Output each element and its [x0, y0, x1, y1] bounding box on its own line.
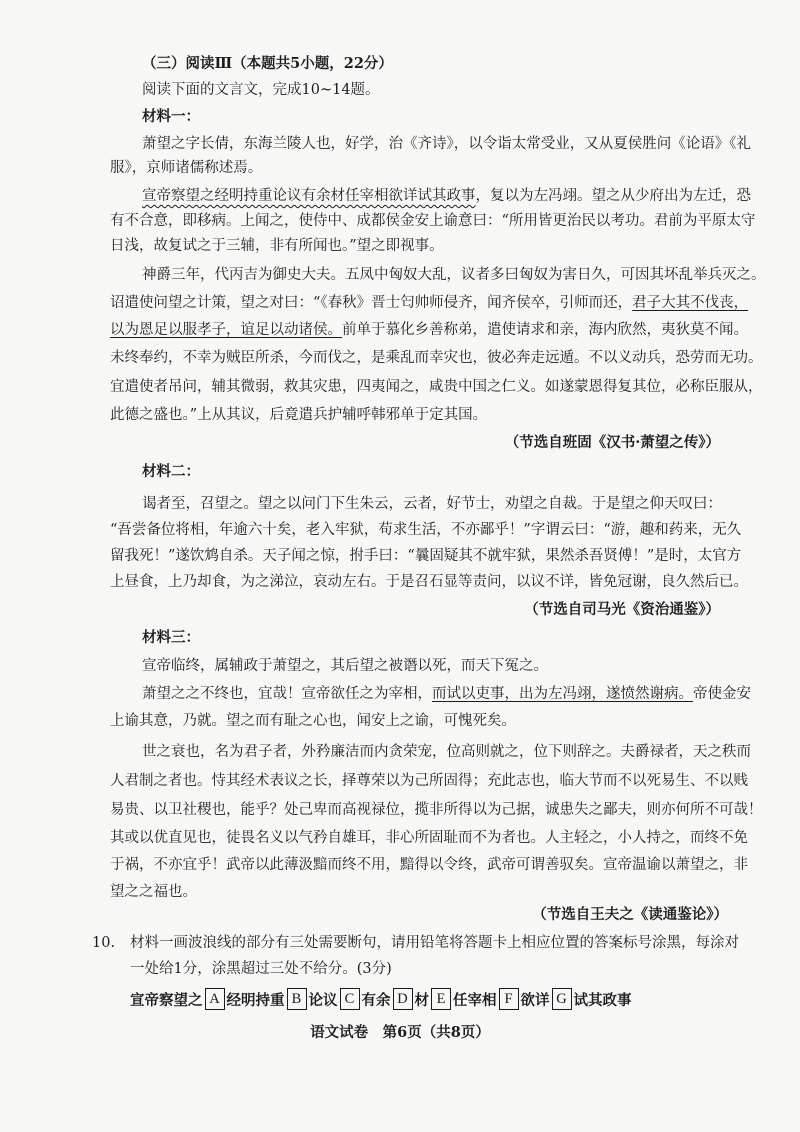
sentence-segment: 经明持重 — [226, 991, 285, 1009]
answer-option-C[interactable]: C — [340, 988, 360, 1010]
m1-text: 前单于慕化乡善称弟，遣使请求和亲，海内欣然，夷狄莫不闻。 — [342, 322, 748, 338]
m3-line — [142, 684, 751, 704]
answer-option-A[interactable]: A — [205, 988, 225, 1010]
m1-line — [110, 293, 748, 313]
m3-line: 其或以优直见也，徒畏名义以气矜自雄耳，非心所固耻而不为者也。人主轻之，小人持之，而终不免 — [110, 830, 748, 846]
material-3-label: 材料三： — [142, 629, 200, 646]
m1-line: 此德之盛也。”上从其议，后竟遣兵护辅呼韩邪单于定其国。 — [110, 407, 488, 423]
m2-line: “吾尝备位将相，年逾六十矣，老入牢狱，苟求生活，不亦鄙乎！”字谓云曰：“游，趣和药来，无久 — [110, 522, 742, 538]
answer-option-F[interactable]: F — [499, 988, 519, 1010]
question-10-text: 材料一画波浪线的部分有三处需要断句，请用铅笔将答题卡上相应位置的答案标号涂黑，每涂对 — [130, 935, 739, 951]
sentence-segment: 任宰相 — [453, 991, 497, 1009]
m1-line — [110, 320, 748, 340]
answer-option-G[interactable]: G — [552, 988, 572, 1010]
m1-line: 有不合意，即移病。上闻之，使侍中、成都侯金安上谕意曰：“所用皆更治民以考功。君前为平原太守 — [110, 213, 756, 229]
material-1-source: （节选自班固《汉书·萧望之传》） — [504, 434, 720, 451]
m3-line: 世之衰也，名为君子者，外矜廉洁而内贪荣宠，位高则就之，位下则辞之。夫爵禄者，天之秩而 — [142, 744, 751, 760]
m3-line: 宣帝临终，属辅政于萧望之，其后望之被谮以死，而天下冤之。 — [142, 658, 548, 674]
m2-line: 上昼食，上乃却食，为之涕泣，哀动左右。于是召石显等责问，以议不详，皆免冠谢，良久然后已。 — [110, 574, 748, 590]
m1-line: 服》，京师诸儒称述焉。 — [110, 160, 263, 176]
m1-line: 日浅，故复试之于三辅，非有所闻也。”望之即视事。 — [110, 238, 444, 254]
m3-line: 望之之福也。 — [110, 884, 197, 900]
sentence-segment: 材 — [414, 991, 429, 1009]
m2-line: 留我死！”遂饮鸩自杀。天子闻之惊，拊手曰：“曩固疑其不就牢狱，果然杀吾贤傅！”是时，太官方 — [110, 548, 742, 564]
m1-line: 萧望之字长倩，东海兰陵人也，好学，治《齐诗》，以令诣太常受业，又从夏侯胜问《论语》《礼 — [142, 136, 751, 152]
m1-line: 神爵三年，代丙吉为御史大夫。五凤中匈奴大乱，议者多曰匈奴为害日久，可因其坏乱举兵灭之。 — [142, 267, 766, 283]
m1-line: 未终奉约，不幸为贼臣所杀，今而伐之，是乘乱而幸灾也，彼必奔走远遁。不以义动兵，恐劳而无功。 — [110, 350, 763, 366]
m1-text: 诏遣使问望之计策，望之对曰：“《春秋》晋士匄帅师侵齐，闻齐侯卒，引师而还， — [110, 295, 633, 311]
underlined-text: 而试以吏事，出为左冯翊，遂愤然谢病。 — [432, 686, 693, 702]
section-title: （三）阅读Ⅲ（本题共5小题，22分） — [142, 55, 393, 72]
answer-option-D[interactable]: D — [393, 988, 413, 1010]
underlined-text: 以为恩足以服孝子，谊足以动诸侯。 — [110, 322, 342, 338]
m3-line: 于祸，不亦宜乎！武帝以此薄汲黯而终不用，黯得以令终，武帝可谓善驭矣。宣帝温谕以萧望之，非 — [110, 857, 748, 873]
m1-text: ，复以为左冯翊。望之从少府出为左迁，恐 — [475, 188, 751, 204]
answer-option-E[interactable]: E — [431, 988, 451, 1010]
m3-line: 上谕其意，乃就。望之而有耻之心也，闻安上之谕，可愧死矣。 — [110, 713, 516, 729]
wavy-underlined-text: 宣帝察望之经明持重论议有余材任宰相欲详试其政事 — [142, 188, 476, 204]
sentence-segment: 有余 — [361, 991, 391, 1009]
answer-option-B[interactable]: B — [287, 988, 307, 1010]
m2-line: 谒者至，召望之。望之以问门下生朱云，云者，好节士，劝望之自裁。于是望之仰天叹曰： — [142, 496, 722, 512]
m3-line: 人君制之者也。恃其经术表议之长，择尊荣以为己所固得；充此志也，临大节而不以死易生、不以贱 — [110, 773, 748, 789]
question-10-text: 一处给1分，涂黑超过三处不给分。(3分) — [130, 961, 392, 977]
m3-text: 帝使金安 — [693, 686, 751, 702]
sentence-segment: 欲详 — [520, 991, 550, 1009]
sentence-segment: 论议 — [308, 991, 338, 1009]
answer-segmentation-row — [130, 988, 632, 1010]
material-1-label: 材料一： — [142, 108, 200, 125]
page-footer: 语文试卷 第6页（共8页） — [310, 1024, 490, 1041]
sentence-segment: 宣帝察望之 — [130, 991, 203, 1009]
m1-line: 宜遣使者吊问，辅其微弱，救其灾患，四夷闻之，咸贵中国之仁义。如遂蒙恩得复其位，必称臣服从， — [110, 379, 763, 395]
m3-line: 易贵、以卫社稷也，能乎？处己卑而高视禄位，揽非所得以为己据，诚患失之鄙夫，则亦何所不可哉！ — [110, 802, 763, 818]
sentence-segment: 试其政事 — [573, 991, 632, 1009]
material-2-label: 材料二： — [142, 463, 200, 480]
material-2-source: （节选自司马光《资治通鉴》） — [524, 601, 720, 618]
m3-text: 萧望之之不终也，宜哉！宣帝欲任之为宰相， — [142, 686, 432, 702]
m1-wavy-line — [142, 186, 751, 206]
question-10-number: 10. — [92, 935, 116, 951]
section-instruction: 阅读下面的文言文，完成10~14题。 — [142, 82, 380, 98]
underlined-text: 君子大其不伐丧， — [632, 295, 749, 311]
material-3-source: （节选自王夫之《读通鉴论》） — [532, 906, 728, 923]
